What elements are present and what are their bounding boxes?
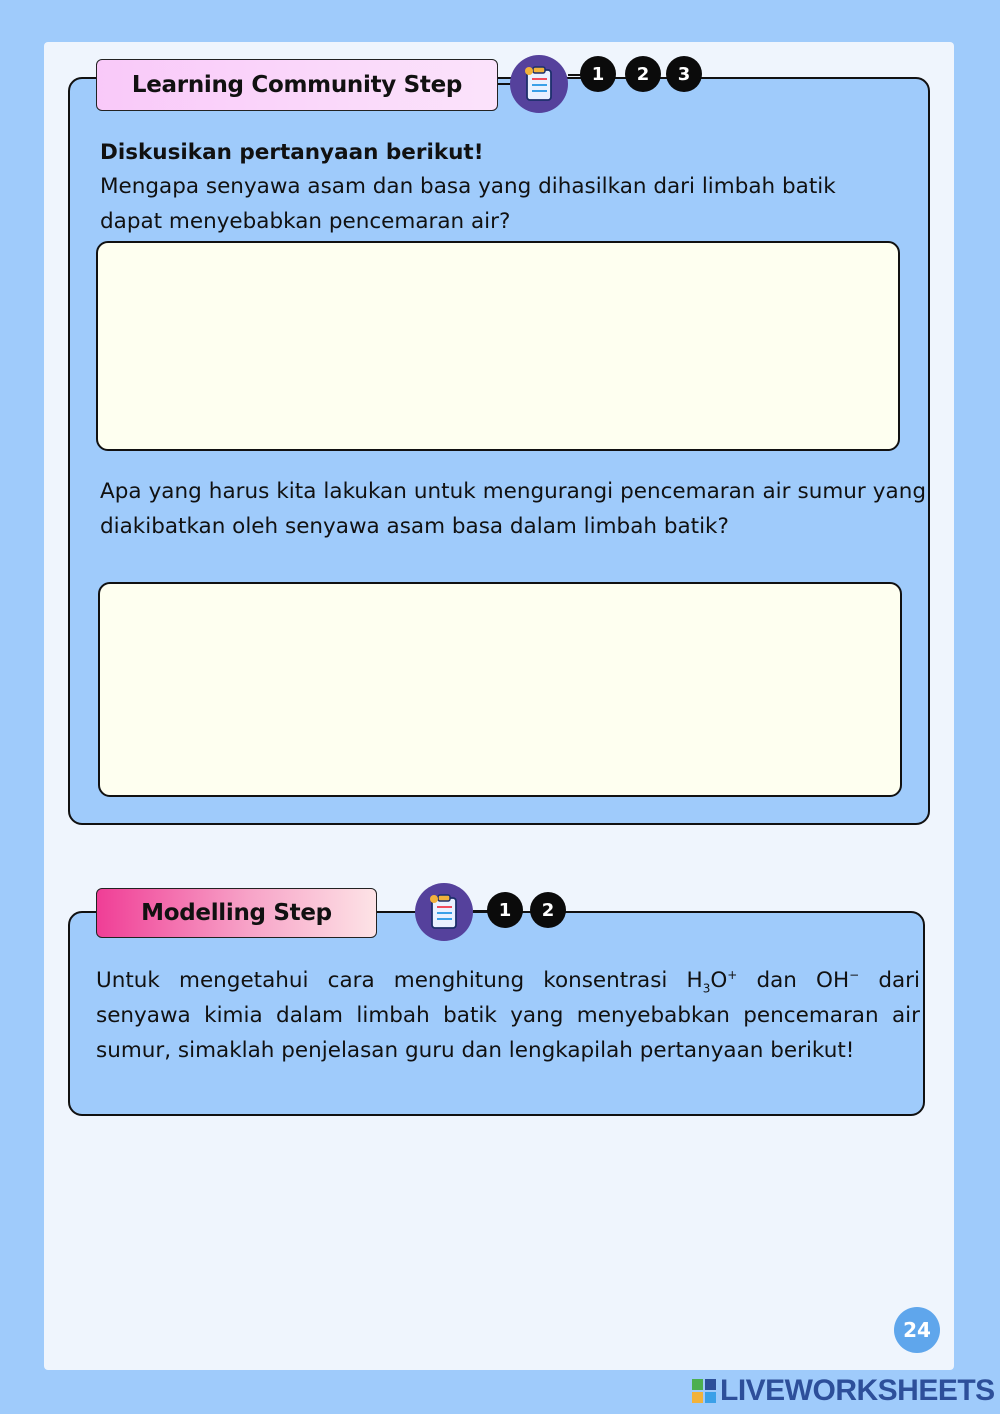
brand-footer xyxy=(692,1374,995,1408)
learning-community-title: Learning Community Step xyxy=(96,59,498,111)
page-number: 24 xyxy=(894,1307,940,1353)
answer-box-2[interactable] xyxy=(98,582,902,797)
brand-name: LIVEWORKSHEETS xyxy=(720,1374,995,1407)
superscript-plus: + xyxy=(727,967,738,982)
modelling-text-part3: dari senyawa kimia dalam limbah batik yang menyebabkan pencemaran air sumur, simaklah penjelasan guru dan lengkapilah pertanyaan berikut! xyxy=(96,968,920,1063)
step-number-3: 3 xyxy=(666,56,702,92)
step-number-1: 1 xyxy=(580,56,616,92)
answer-box-1[interactable] xyxy=(96,241,900,451)
instruction-heading: Diskusikan pertanyaan berikut! xyxy=(100,140,484,165)
header-connector-line xyxy=(702,77,912,79)
modelling-text-o: O xyxy=(710,968,728,993)
question-2: Apa yang harus kita lakukan untuk mengurangi pencemaran air sumur yang diakibatkan oleh senyawa asam basa dalam limbah batik? xyxy=(100,479,926,539)
modelling-text-part1: Untuk mengetahui cara menghitung konsentrasi H xyxy=(96,968,703,993)
question-1: Mengapa senyawa asam dan basa yang dihasilkan dari limbah batik dapat menyebabkan pencemaran air? xyxy=(100,174,836,234)
modelling-step-number-1: 1 xyxy=(487,892,523,928)
modelling-text-part2: dan OH xyxy=(737,968,850,993)
modelling-step-number-2: 2 xyxy=(530,892,566,928)
step-number-2: 2 xyxy=(625,56,661,92)
modelling-description xyxy=(96,963,920,1068)
liveworksheets-logo-icon xyxy=(692,1379,716,1403)
modelling-title: Modelling Step xyxy=(96,888,377,938)
subscript-3: 3 xyxy=(702,981,711,996)
checklist-icon xyxy=(510,55,568,113)
superscript-minus: − xyxy=(849,967,860,982)
checklist-icon xyxy=(415,883,473,941)
